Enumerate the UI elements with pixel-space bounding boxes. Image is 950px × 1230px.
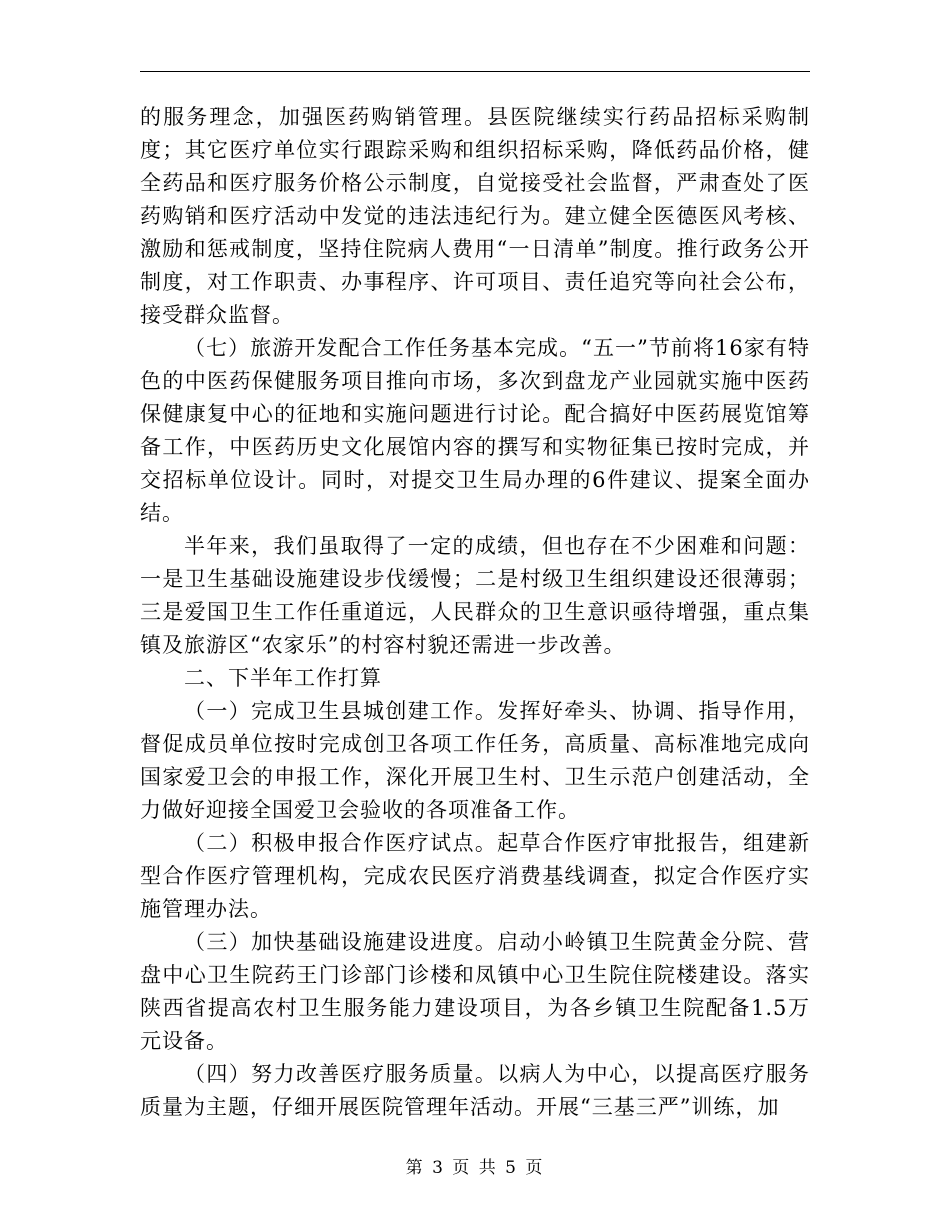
paragraph-cooperative-medical: （二）积极申报合作医疗试点。起草合作医疗审批报告，组建新型合作医疗管理机构，完成农民医疗消费基线调查，拟定合作医疗实施管理办法。 <box>140 831 810 921</box>
section-heading-second-half-plan: 二、下半年工作打算 <box>184 666 382 690</box>
paragraph-infrastructure: （三）加快基础设施建设进度。启动小岭镇卫生院黄金分院、营盘中心卫生院药王门诊部门诊楼和凤镇中心卫生院住院楼建设。落实陕西省提高农村卫生服务能力建设项目，为各乡镇卫生院配备1.5万元设备。 <box>140 930 810 1053</box>
header-rule <box>140 71 810 72</box>
paragraph-problems: 半年来，我们虽取得了一定的成绩，但也存在不少困难和问题：一是卫生基础设施建设步伐缓慢；二是村级卫生组织建设还很薄弱；三是爱国卫生工作任重道远，人民群众的卫生意识亟待增强，重点集镇及旅游区“农家乐”的村容村貌还需进一步改善。 <box>140 534 810 657</box>
paragraph-service-quality: （四）努力改善医疗服务质量。以病人为中心，以提高医疗服务质量为主题，仔细开展医院管理年活动。开展“三基三严”训练，加 <box>140 1062 810 1119</box>
paragraph-service-concept: 的服务理念，加强医药购销管理。县医院继续实行药品招标采购制度；其它医疗单位实行跟踪采购和组织招标采购，降低药品价格，健全药品和医疗服务价格公示制度，自觉接受社会监督，严肃查处了医药购销和医疗活动中发觉的违法违纪行为。建立健全医德医风考核、激励和惩戒制度，坚持住院病人费用“一日清单”制度。推行政务公开制度，对工作职责、办事程序、许可项目、责任追究等向社会公布，接受群众监督。 <box>140 105 810 327</box>
document-body <box>140 101 810 1124</box>
paragraph-health-county: （一）完成卫生县城创建工作。发挥好牵头、协调、指导作用，督促成员单位按时完成创卫各项工作任务，高质量、高标准地完成向国家爱卫会的申报工作，深化开展卫生村、卫生示范户创建活动，全力做好迎接全国爱卫会验收的各项准备工作。 <box>140 699 810 822</box>
paragraph-tourism-development: （七）旅游开发配合工作任务基本完成。“五一”节前将16家有特色的中医药保健服务项目推向市场，多次到盘龙产业园就实施中医药保健康复中心的征地和实施问题进行讨论。配合搞好中医药展览馆筹备工作，中医药历史文化展馆内容的撰写和实物征集已按时完成，并交招标单位设计。同时，对提交卫生局办理的6件建议、提案全面办结。 <box>140 336 810 525</box>
page-footer <box>0 1153 950 1178</box>
page-number: 第 3 页 共 5 页 <box>405 1158 545 1178</box>
